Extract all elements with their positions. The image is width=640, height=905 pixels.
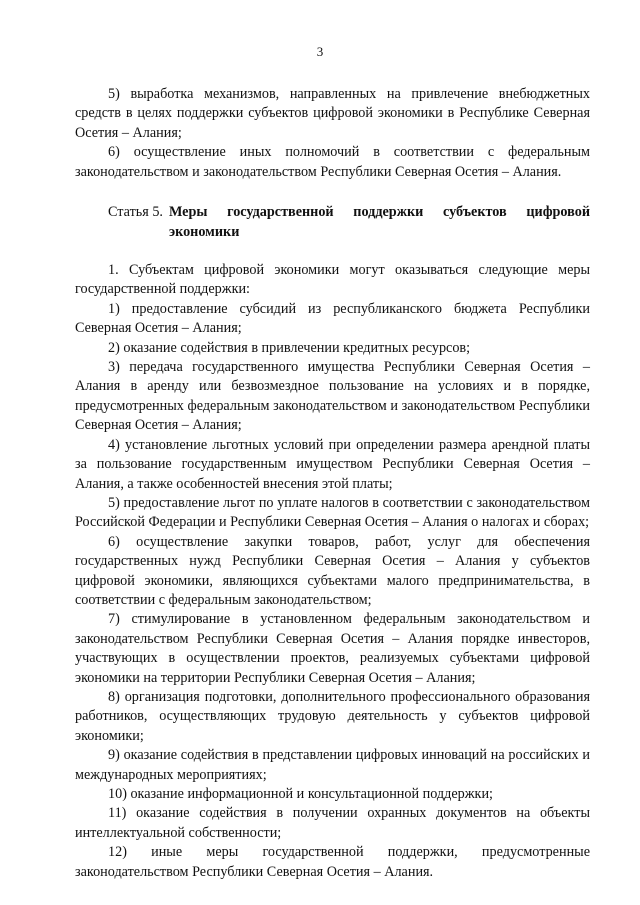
article-label: Статья 5. bbox=[108, 204, 163, 221]
intro-item-6: 6) осуществление иных полномочий в соответствии с федеральным законодательством и законодательством Республики Северная Осетия – Алания. bbox=[75, 144, 590, 180]
article-title: Меры государственной поддержки субъектов цифровой экономики bbox=[168, 204, 590, 241]
measure-item-7: 7) стимулирование в установленном федеральным законодательством и законодательством Республики Северная Осетия – Алания порядке инвесторов, участвующих в осуществлении проектов, реализуемых субъектами цифровой экономики на территории Республики Северная Осетия – Алания; bbox=[75, 611, 590, 686]
measure-item-2: 2) оказание содействия в привлечении кредитных ресурсов; bbox=[108, 339, 471, 356]
measure-item-3: 3) передача государственного имущества Республики Северная Осетия – Алания в аренду или безвозмездное пользование на условиях и в порядке, предусмотренных федеральным законодательством и законодательством Республики Северная Осетия – Алания; bbox=[75, 359, 590, 434]
measure-item-4: 4) установление льготных условий при определении размера арендной платы за пользование государственным имуществом Республики Северная Осетия – Алания, а также особенностей внесения этой платы; bbox=[75, 436, 590, 492]
measure-item-12: 12) иные меры государственной поддержки, предусмотренные законодательством Республики Северная Осетия – Алания. bbox=[75, 844, 590, 880]
measure-item-10: 10) оказание информационной и консультационной поддержки; bbox=[108, 786, 493, 802]
article-heading bbox=[75, 202, 590, 242]
page-number: 3 bbox=[316, 44, 324, 59]
document-body bbox=[75, 85, 590, 882]
measure-item-1: 1) предоставление субсидий из республиканского бюджета Республики Северная Осетия – Алания; bbox=[75, 300, 590, 337]
intro-item-5: 5) выработка механизмов, направленных на привлечение внебюджетных средств в целях поддержки субъектов цифровой экономики в Республике Северная Осетия – Алания; bbox=[75, 86, 590, 141]
measure-item-6: 6) осуществление закупки товаров, работ, услуг для обеспечения государственных нужд Республики Северная Осетия – Алания у субъектов цифровой экономики, являющихся субъектами малого предпринимательства, в соответствии с федеральным законодательством; bbox=[75, 533, 590, 608]
measure-item-9: 9) оказание содействия в представлении цифровых инноваций на российских и международных мероприятиях; bbox=[75, 747, 590, 783]
clause-1: 1. Субъектам цифровой экономики могут оказываться следующие меры государственной поддержки: bbox=[75, 262, 590, 298]
measure-item-11: 11) оказание содействия в получении охранных документов на объекты интеллектуальной собственности; bbox=[75, 805, 590, 841]
measure-item-8: 8) организация подготовки, дополнительного профессионального образования работников, осуществляющих трудовую деятельность у субъектов цифровой экономики; bbox=[75, 688, 590, 744]
measure-item-5: 5) предоставление льгот по уплате налогов в соответствии с законодательством Российской Федерации и Республики Северная Осетия – Алания о налогах и сборах; bbox=[75, 494, 590, 531]
